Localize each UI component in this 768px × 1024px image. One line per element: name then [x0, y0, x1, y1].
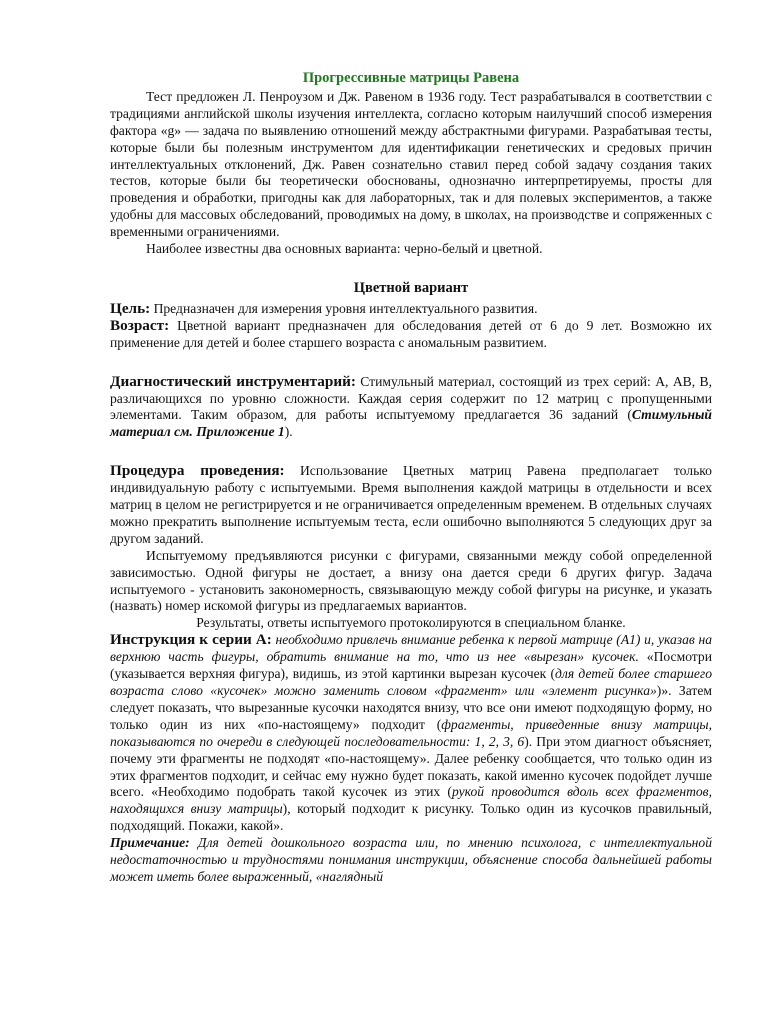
document-title: Прогрессивные матрицы Равена	[302, 70, 520, 86]
diagnostic-paragraph	[110, 374, 712, 442]
goal-paragraph	[110, 301, 712, 318]
procedure-paragraph-1	[110, 463, 712, 548]
instruction-italic-1: необходимо привлечь внимание ребенка к первой матрице (А1) и, указав на верхнюю часть фигуры, обратить внимание на то, что из нее «вырезан» кусочек.	[110, 632, 712, 665]
instruction-label: Инструкция к серии А:	[110, 631, 272, 649]
age-text: Цветной вариант предназначен для обследования детей от 6 до 9 лет. Возможно их применение для детей и более старшего возраста с аномальным развитием.	[110, 317, 712, 350]
diagnostic-label: Диагностический инструментарий:	[110, 372, 356, 390]
procedure-paragraph-3: Результаты, ответы испытуемого протоколируются в специальном бланке.	[196, 615, 626, 631]
diagnostic-text: Стимульный материал, состоящий из трех серий: А, АВ, В, различающихся по уровню сложности. Каждая серия содержит по 12 матриц с пропущенными элементами. Таким образом, для работы испытуемому предлагается 36 заданий (	[110, 373, 712, 423]
note-paragraph	[110, 835, 712, 886]
goal-text: Предназначен для измерения уровня интеллектуального развития.	[150, 300, 538, 316]
note-label: Примечание:	[110, 835, 190, 851]
instruction-italic-4: рукой проводится вдоль всех фрагментов, находящихся внизу матрицы	[110, 784, 712, 817]
intro-paragraph-2: Наиболее известны два основных варианта: черно-белый и цветной.	[146, 241, 543, 257]
diagnostic-tail: ).	[284, 424, 293, 440]
note-text: Для детей дошкольного возраста или, по мнению психолога, с интеллектуальной недостаточностью и трудностями понимания инструкции, объяснение способа дальнейшей работы может иметь более выраженный, «наглядный	[110, 835, 712, 884]
instruction-text-1: «Посмотри (указывается верхняя фигура), видишь, из этой картинки вырезан кусочек (	[110, 649, 712, 682]
procedure-paragraph-2: Испытуемому предъявляются рисунки с фигурами, связанными между собой определенной зависимостью. Одной фигуры не достает, а внизу она дается среди 6 других фигур. Задача испытуемого - установить закономерность, связывающую между собой фигуры на рисунке, и указать (назвать) номер искомой фигуры из предлагаемых вариантов.	[110, 547, 712, 614]
instruction-text-4: ), который подходит к рисунку. Только один из кусочков правильный, подходящий. Покажи, какой».	[110, 801, 712, 834]
instruction-text-2: )». Затем следует показать, что вырезанные кусочки находятся внизу, что все они имеют подходящую форму, но только один из них «по-настоящему» подходит (	[110, 683, 712, 732]
instruction-paragraph	[110, 632, 712, 835]
section-title-color-variant: Цветной вариант	[353, 279, 469, 296]
instruction-italic-3: фрагменты, приведенные внизу матрицы, показываются по очереди в следующей последовательности: 1, 2, 3, 6	[110, 716, 712, 749]
procedure-label: Процедура проведения:	[110, 462, 285, 480]
procedure-text: Использование Цветных матриц Равена предполагает только индивидуальную работу с испытуемыми. Время выполнения каждой матрицы в отдельности и всех матриц в целом не регистрируется и не ограничивается определенным временем. В отдельных случаях можно прекратить выполнение испытуемым теста, если ошибочно выполняются 5 следующих друг за другом заданий.	[110, 463, 712, 546]
instruction-text-3: ). При этом диагност объясняет, почему эти фрагменты не подходят «по-настоящему». Далее ребенку сообщается, что только один из этих фрагментов подходит, и сейчас ему нужно будет показать, какой именно кусочек подойдет лучше всего. «Необходимо подобрать такой кусочек из этих (	[110, 733, 712, 800]
instruction-italic-2: для детей более старшего возраста слово «кусочек» можно заменить словом «фрагмент» или «элемент рисунка»	[110, 666, 712, 698]
diagnostic-appendix-ref: Стимульный материал см. Приложение 1	[110, 407, 712, 440]
intro-paragraph-1: Тест предложен Л. Пенроузом и Дж. Равеном в 1936 году. Тест разрабатывался в соответствии с традициями английской школы изучения интеллекта, согласно которым наилучший способ измерения фактора «g» — задача по выявлению отношений между абстрактными фигурами. Разрабатывая тесты, которые были бы полезным инструментом для идентификации генетических и средовых причин интеллектуальных отклонений, Дж. Равен сознательно ставил перед собой задачу создания таких тестов, которые были бы теоретически обоснованы, однозначно интерпретируемы, просты для проведения и обработки, пригодны как для лабораторных, так и для полевых экспериментов, а также удобны для массовых обследований, проводимых на дому, в школах, на производстве и сопряженных с временными ограничениями.	[110, 88, 712, 240]
age-label: Возраст:	[110, 316, 170, 334]
age-paragraph	[110, 318, 712, 352]
goal-label: Цель:	[110, 299, 151, 317]
